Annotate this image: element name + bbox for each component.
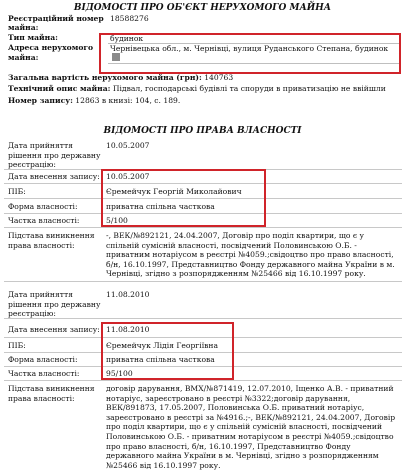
- basis-label: Підстава виникнення права власності:: [8, 384, 95, 403]
- divider: [4, 169, 402, 170]
- type-label: Тип майна:: [8, 33, 58, 42]
- divider: [4, 337, 402, 338]
- share-value: 5/100: [106, 216, 128, 225]
- property-table: [6, 14, 401, 64]
- decision-date-label: Дата прийняття рішення про державну реєстрацію:: [8, 141, 101, 170]
- divider: [4, 366, 402, 367]
- decision-date-label: Дата прийняття рішення про державну реєстрацію:: [8, 290, 101, 319]
- basis-value: -, ВЕК/№892121, 24.04.2007, Договір про поділ квартири, що є у спільній сумісній власності, посвідчений Половинською О.Б. - приватним нотаріусом в реєстрі №4059.;свідоцтво про право власності, б/н, 16.10.1997, Представництво Фонду державного майна України в м. Чернівці, згідно з розпорядженням №25466 від 16.10.1997 року.: [106, 231, 395, 279]
- share-label: Частка власності:: [8, 369, 80, 378]
- ownership-form-value: приватна спільна часткова: [106, 355, 215, 364]
- divider: [4, 213, 402, 214]
- decision-date-value: 10.05.2007: [106, 141, 150, 150]
- divider: [4, 318, 402, 319]
- share-label: Частка власності:: [8, 216, 80, 225]
- address-row: [6, 43, 401, 63]
- divider: [4, 352, 402, 353]
- ownership-form-label: Форма власності:: [8, 355, 78, 364]
- basis-value: договір дарування, ВМХ/№871419, 12.07.2010, Іщенко А.В. - приватний нотаріус, зареєстровано в реєстрі №3322;договір дарування, ВЕК/891873, 17.05.2007, Половинська О.Б. приватний нотаріус, зареєстровано в реєстрі за №4916.;-, ВЕК/№892121, 24.04.2007, Договір про поділ квартири, що є у спільній сумісній власності, посвідчений Половинською О.Б. - приватним нотаріусом в реєстрі №4059.;свідоцтво про право власності, б/н, 16.10.1997, Представництво Фонду державного майна України в м. Чернівці, згідно з розпорядженням №25466 від 16.10.1997 року.: [106, 384, 396, 470]
- redacted-block-icon: [112, 53, 120, 61]
- entry-date-label: Дата внесення запису:: [8, 172, 100, 181]
- address-label: Адреса нерухомого майна:: [8, 43, 94, 62]
- basis-label: Підстава виникнення права власності:: [8, 231, 95, 250]
- reg-number-value: 18588276: [108, 14, 401, 33]
- tech-desc-value: Підвал, господарські будівлі та споруди в приватизацію не ввійшли: [112, 84, 386, 93]
- reg-number-label: Реєстраційний номер майна:: [8, 14, 104, 33]
- entry-date-label: Дата внесення запису:: [8, 325, 100, 334]
- divider: [4, 227, 402, 228]
- address-value: Чернівецька обл., м. Чернівці, вулиця Руданського Степана, будинок: [110, 43, 389, 53]
- rights-section-title: ВІДОМОСТІ ПРО ПРАВА ВЛАСНОСТІ: [103, 126, 302, 136]
- divider: [4, 380, 402, 381]
- property-section-title: ВІДОМОСТІ ПРО ОБ'ЄКТ НЕРУХОМОГО МАЙНА: [73, 3, 332, 13]
- ownership-form-value: приватна спільна часткова: [106, 202, 215, 211]
- total-value-label: Загальна вартість нерухомого майна (грн):: [8, 73, 202, 82]
- owner-value: Єремейчук Георгій Миколайович: [106, 187, 242, 196]
- share-value: 95/100: [106, 369, 133, 378]
- divider: [4, 183, 402, 184]
- reg-number-row: [6, 14, 401, 33]
- entry-date-value: 10.05.2007: [106, 172, 150, 181]
- type-row: [6, 33, 401, 43]
- total-value: 140763: [204, 73, 234, 82]
- record-no-value: 12863 в книзі: 104, с. 189.: [75, 96, 181, 105]
- type-value: будинок: [108, 33, 401, 43]
- record-no-label: Номер запису:: [8, 96, 73, 105]
- owner-label: ПІБ:: [8, 341, 26, 350]
- divider: [4, 281, 402, 282]
- owner-value: Єремейчук Лідія Георгіївна: [106, 341, 219, 350]
- ownership-form-label: Форма власності:: [8, 202, 78, 211]
- tech-desc-label: Технічний опис майна:: [8, 84, 111, 93]
- decision-date-value: 11.08.2010: [106, 290, 150, 299]
- owner-label: ПІБ:: [8, 187, 26, 196]
- entry-date-value: 11.08.2010: [106, 325, 150, 334]
- divider: [4, 198, 402, 199]
